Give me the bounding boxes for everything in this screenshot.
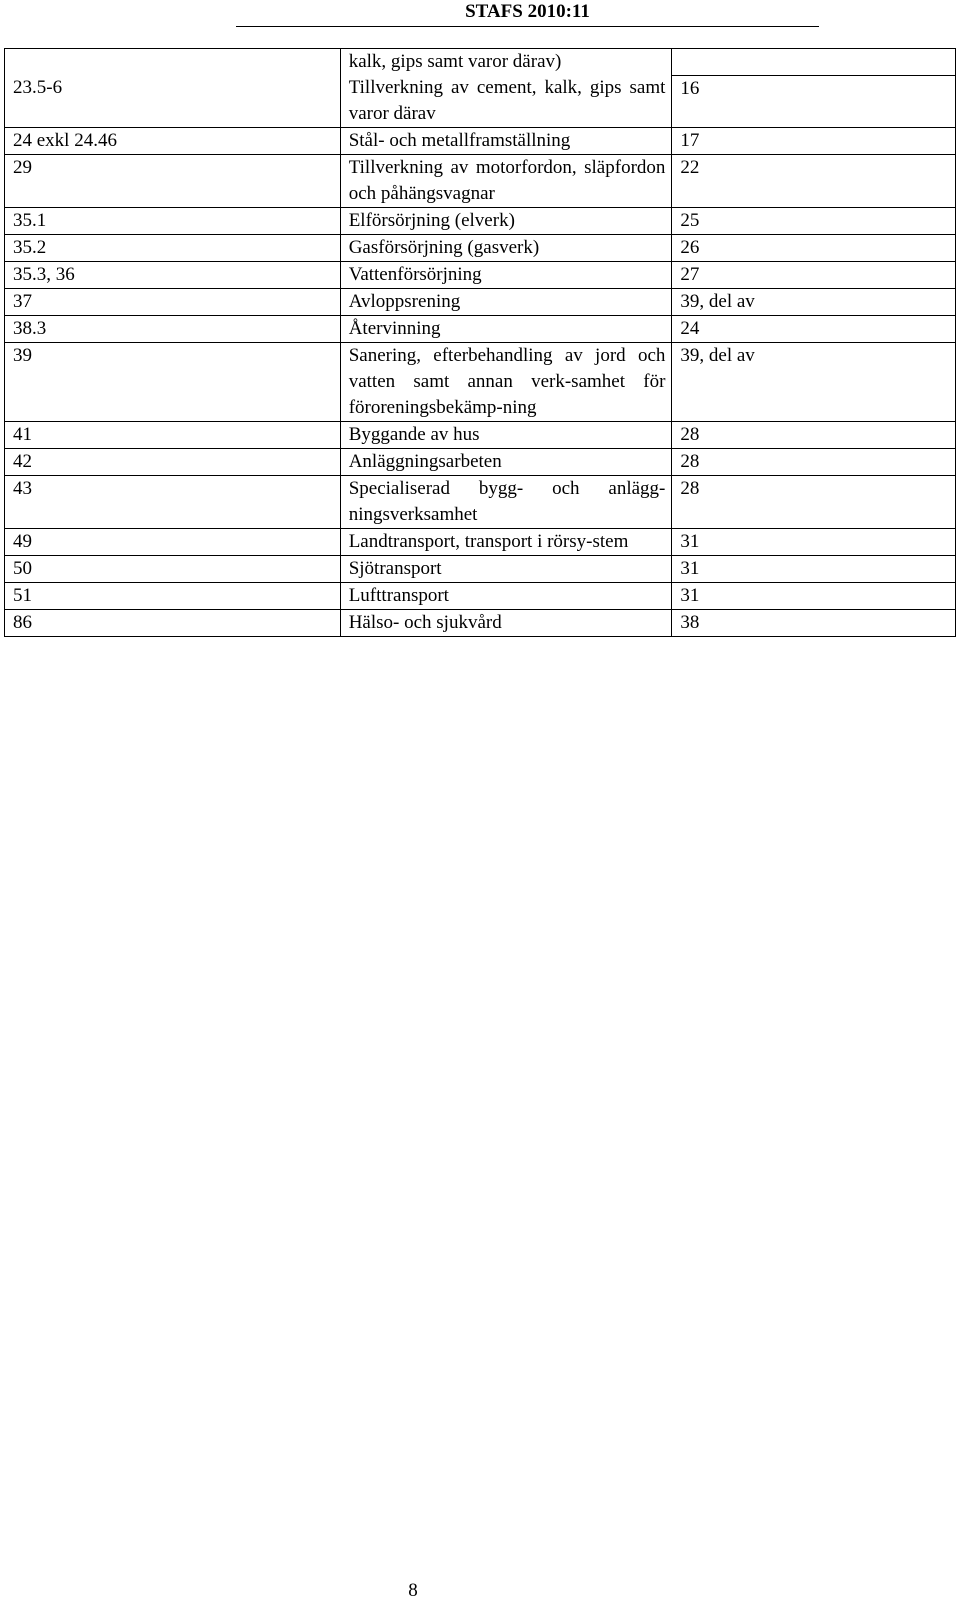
table-row	[5, 583, 956, 610]
page-number: 8	[408, 1580, 418, 1601]
code-cell: 41	[5, 422, 341, 449]
code-cell: 23.5-6	[5, 75, 341, 128]
code-cell	[5, 49, 341, 76]
reference-cell: 31	[672, 529, 956, 556]
code-cell: 39	[5, 343, 341, 422]
description-cell: Landtransport, transport i rörsy-stem	[340, 529, 672, 556]
reference-cell: 26	[672, 235, 956, 262]
table-row	[5, 316, 956, 343]
page-header	[236, 0, 819, 27]
description-cell: Specialiserad bygg- och anlägg-ningsverksamhet	[340, 476, 672, 529]
reference-cell: 22	[672, 155, 956, 208]
description-cell: Elförsörjning (elverk)	[340, 208, 672, 235]
table-row	[5, 75, 956, 128]
page-footer	[0, 1580, 960, 1602]
table-row	[5, 610, 956, 637]
description-cell: Gasförsörjning (gasverk)	[340, 235, 672, 262]
table-row	[5, 155, 956, 208]
table-row	[5, 128, 956, 155]
description-cell: Vattenförsörjning	[340, 262, 672, 289]
description-cell: Tillverkning av cement, kalk, gips samt varor därav	[340, 75, 672, 128]
table-row	[5, 49, 956, 76]
code-cell: 35.1	[5, 208, 341, 235]
table-row	[5, 262, 956, 289]
reference-cell: 39, del av	[672, 343, 956, 422]
table-row	[5, 556, 956, 583]
code-cell: 37	[5, 289, 341, 316]
reference-cell: 31	[672, 583, 956, 610]
description-cell: kalk, gips samt varor därav)	[340, 49, 672, 76]
document-identifier: STAFS 2010:11	[465, 1, 590, 22]
reference-cell: 28	[672, 422, 956, 449]
table-row	[5, 529, 956, 556]
description-cell: Hälso- och sjukvård	[340, 610, 672, 637]
table-row	[5, 449, 956, 476]
reference-cell: 17	[672, 128, 956, 155]
code-cell: 49	[5, 529, 341, 556]
description-cell: Tillverkning av motorfordon, släpfordon och påhängsvagnar	[340, 155, 672, 208]
table-row	[5, 208, 956, 235]
code-cell: 24 exkl 24.46	[5, 128, 341, 155]
code-cell: 35.2	[5, 235, 341, 262]
description-cell: Återvinning	[340, 316, 672, 343]
reference-cell: 16	[672, 75, 956, 128]
code-cell: 35.3, 36	[5, 262, 341, 289]
description-cell: Avloppsrening	[340, 289, 672, 316]
reference-cell: 27	[672, 262, 956, 289]
table-row	[5, 289, 956, 316]
reference-cell: 28	[672, 449, 956, 476]
description-cell: Anläggningsarbeten	[340, 449, 672, 476]
code-cell: 43	[5, 476, 341, 529]
reference-cell: 28	[672, 476, 956, 529]
description-cell: Byggande av hus	[340, 422, 672, 449]
table-row	[5, 343, 956, 422]
description-cell: Lufttransport	[340, 583, 672, 610]
industry-code-table	[4, 48, 956, 637]
code-cell: 38.3	[5, 316, 341, 343]
code-cell: 51	[5, 583, 341, 610]
code-cell: 42	[5, 449, 341, 476]
reference-cell: 24	[672, 316, 956, 343]
code-cell: 50	[5, 556, 341, 583]
reference-cell: 31	[672, 556, 956, 583]
reference-cell: 39, del av	[672, 289, 956, 316]
table-row	[5, 235, 956, 262]
description-cell: Sjötransport	[340, 556, 672, 583]
description-cell: Stål- och metallframställning	[340, 128, 672, 155]
description-cell: Sanering, efterbehandling av jord och vatten samt annan verk-samhet för föroreningsbekämp-ning	[340, 343, 672, 422]
code-cell: 86	[5, 610, 341, 637]
reference-cell: 38	[672, 610, 956, 637]
code-cell: 29	[5, 155, 341, 208]
table-row	[5, 476, 956, 529]
reference-cell	[672, 49, 956, 76]
reference-cell: 25	[672, 208, 956, 235]
table-row	[5, 422, 956, 449]
